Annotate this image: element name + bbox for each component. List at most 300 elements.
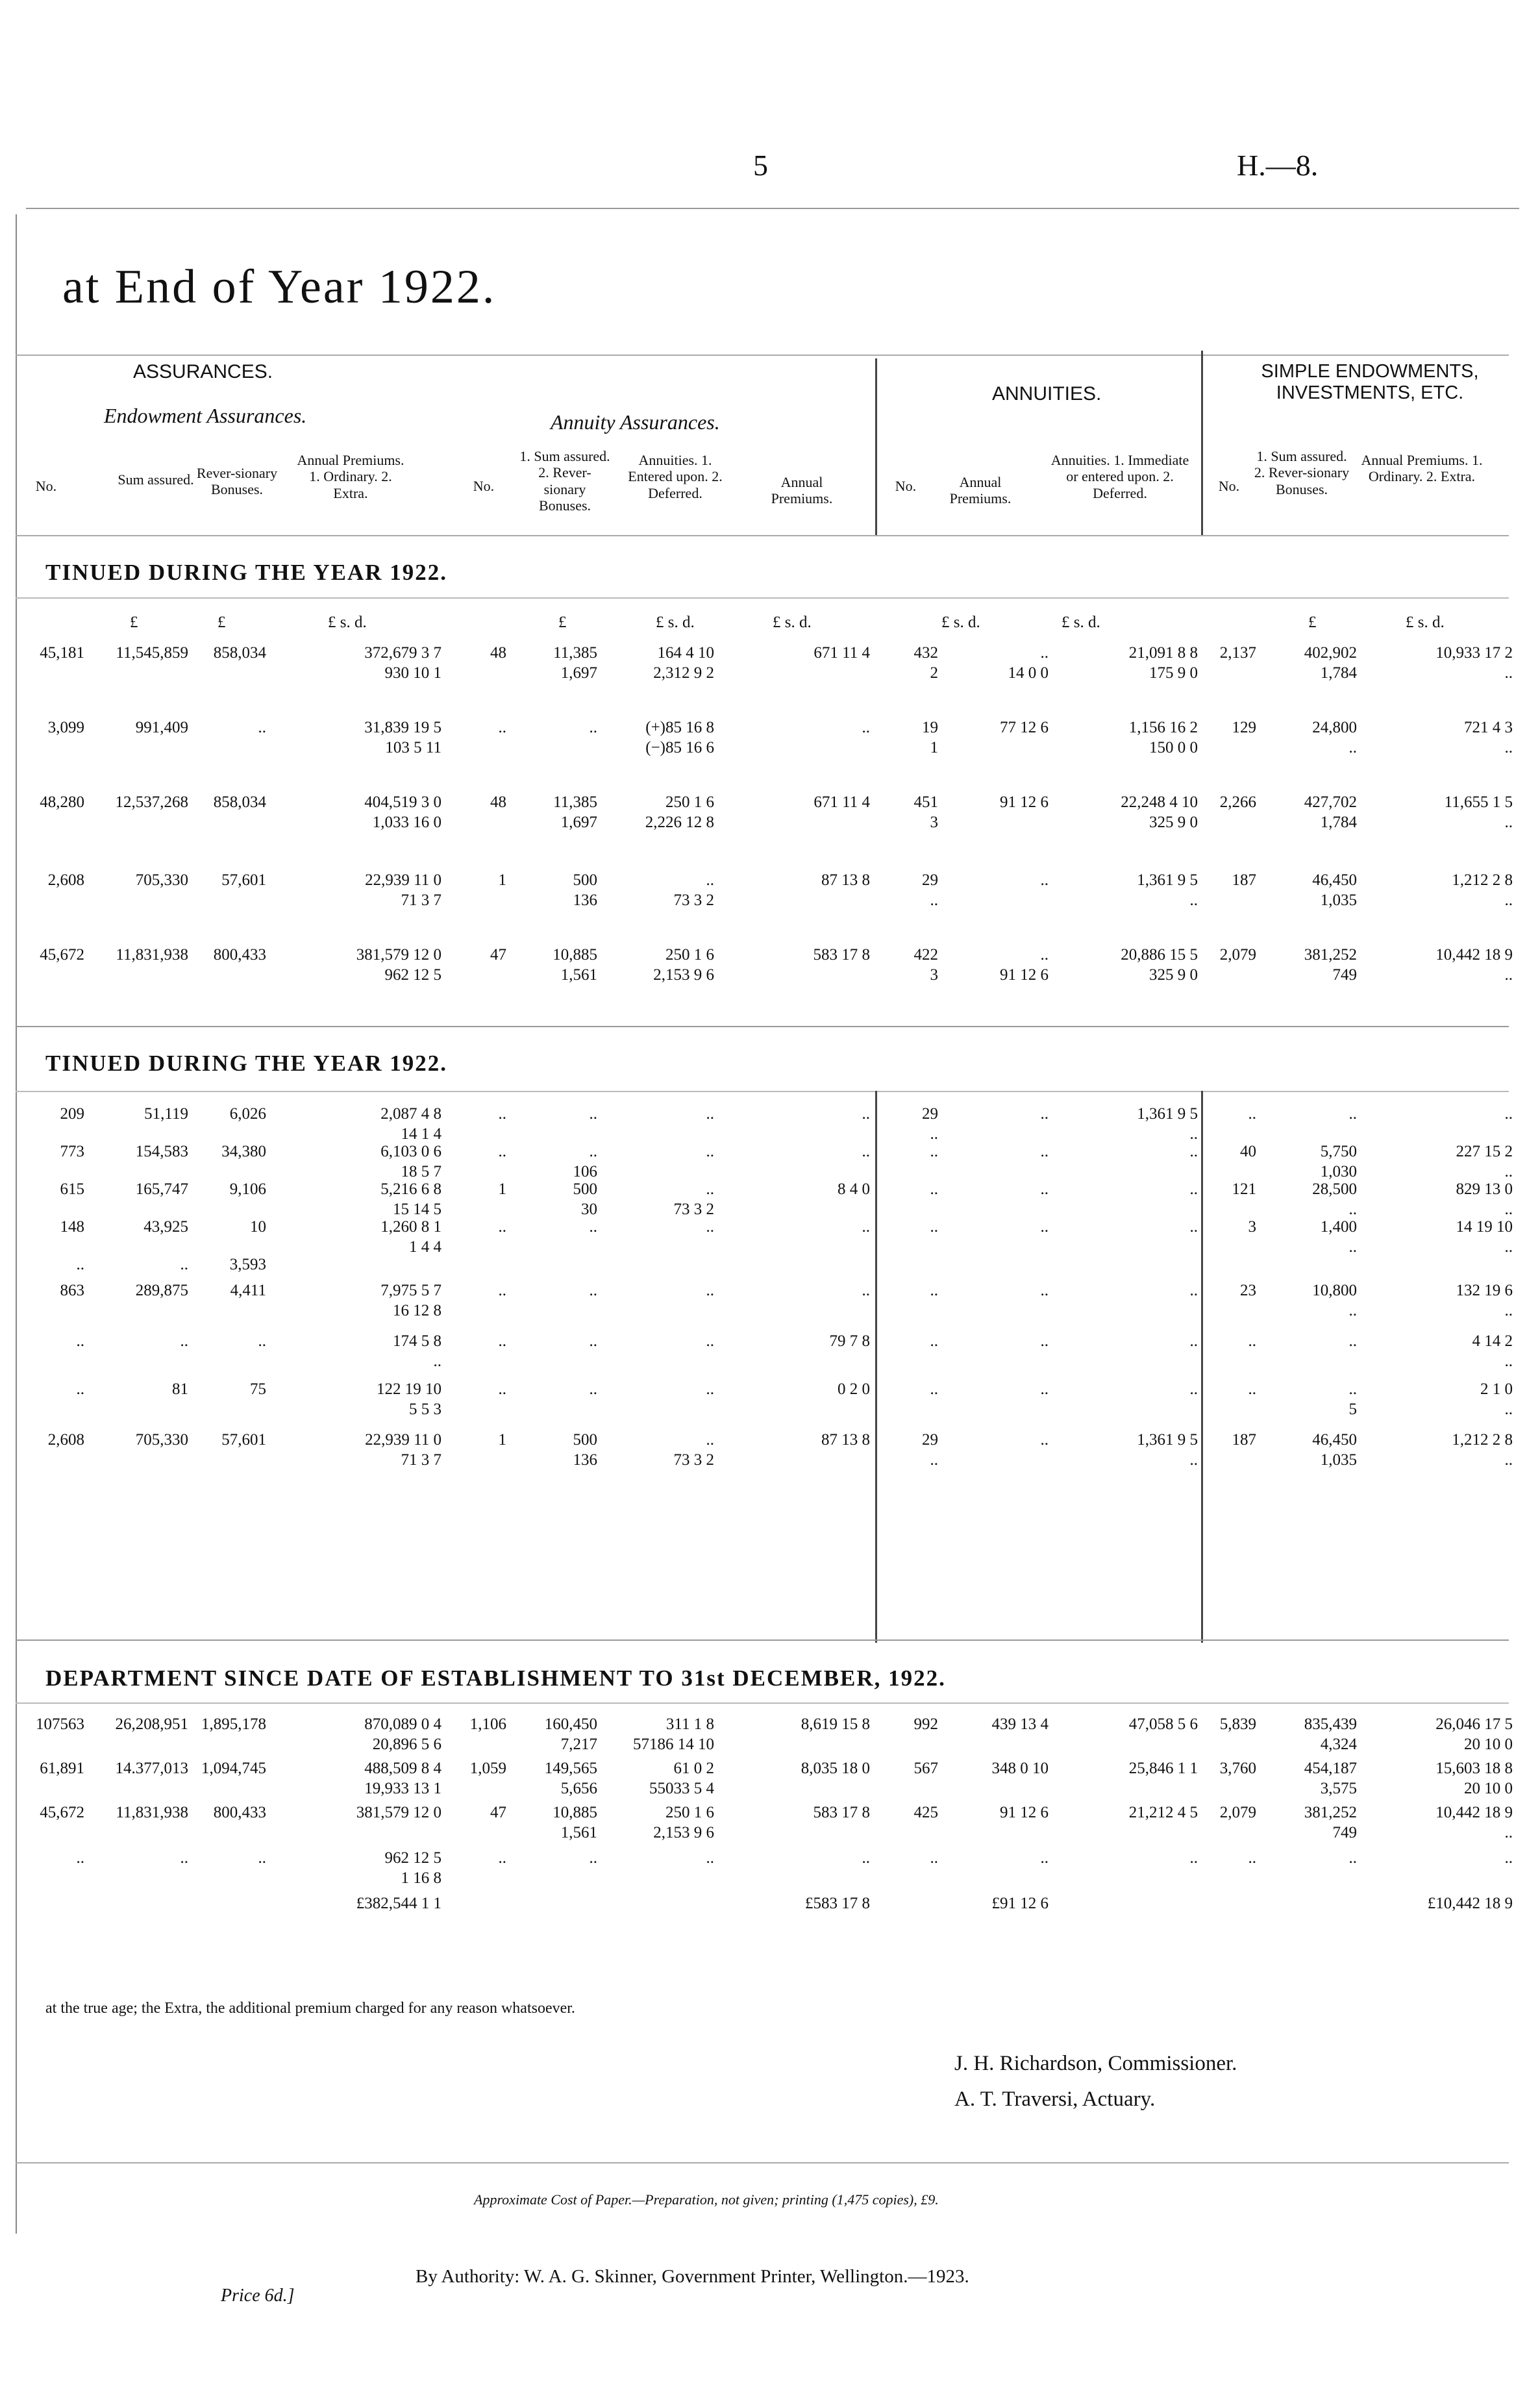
table-cell: 8,619 15 8 [801,1715,870,1733]
col-annuities: Annuities. 1. Entered upon. 2. Deferred. [628,452,723,501]
table-cell: 1,094,745 [201,1760,266,1777]
table-cell: 3 [1248,1218,1256,1236]
table-cell: 48 [490,793,506,811]
col-no-3: No. [895,478,917,494]
table-cell: .. [930,1380,938,1398]
table-cell: 21,212 4 5 [1128,1804,1198,1821]
table-cell: 3,593 [229,1256,266,1273]
table-cell: 132 19 6 .. [1456,1282,1513,1320]
table-cell: 29 .. [922,1105,938,1143]
table-cell: .. [1248,1849,1256,1867]
table-cell: 2,608 [47,1431,84,1449]
section-2-divider-2 [1201,1091,1203,1643]
table-cell: 6,103 0 6 18 5 7 [380,1143,441,1181]
table-cell: .. [258,1849,266,1867]
table-cell: .. 73 3 2 [673,1180,714,1219]
table-cell: .. [1348,1332,1357,1350]
section-1-rule [16,597,1509,599]
table-cell: 583 17 8 [813,946,870,964]
table-cell: 47 [490,946,506,964]
table-cell: 1,059 [469,1760,506,1777]
table-cell: .. [1189,1380,1198,1398]
col-sum-rev: 1. Sum assured. 2. Rever-sionary Bonuses. [519,448,610,514]
table-cell: 870,089 0 4 20,896 5 6 [364,1715,441,1754]
table-cell: 381,579 12 0 [356,1804,441,1821]
table-cell: 79 7 8 [829,1332,870,1350]
table-cell: .. [706,1218,714,1236]
section-1-title: TINUED DURING THE YEAR 1922. [45,560,447,585]
table-cell: 57,601 [221,871,266,889]
table-cell: .. [1189,1218,1198,1236]
table-cell: 858,034 [213,793,266,811]
table-cell: 8 4 0 [838,1180,870,1198]
table-cell: .. [706,1332,714,1350]
table-cell: 1,895,178 [201,1715,266,1733]
table-cell: .. [258,719,266,736]
table-cell: 835,439 4,324 [1304,1715,1357,1754]
table-cell: 250 1 6 2,153 9 6 [653,946,714,984]
table-cell: 1 [498,871,506,889]
table-cell: 5,216 6 8 15 14 5 [380,1180,441,1219]
table-cell: 615 [60,1180,84,1198]
table-cell: .. [930,1849,938,1867]
document-reference: H.—8. [1237,149,1319,182]
table-cell: 77 12 6 [1000,719,1049,736]
section-3-rule [16,1702,1509,1704]
table-cell: 705,330 [135,1431,188,1449]
col-annual-premiums: Annual Premiums. 1. Ordinary. 2. Extra. [297,452,404,501]
table-cell: 858,034 [213,644,266,662]
table-cell: .. [498,1143,506,1160]
table-cell: .. [498,1105,506,1123]
table-cell: 422 3 [913,946,938,984]
table-cell: 2,079 [1219,1804,1256,1821]
section-2-rule [16,1091,1509,1092]
table-cell: .. [1504,1849,1513,1867]
table-cell: 289,875 [135,1282,188,1299]
table-cell: .. [589,1332,597,1350]
table-cell: .. [76,1380,84,1398]
table-cell: .. 14 0 0 [1008,644,1049,682]
table-cell: £382,544 1 1 [356,1895,441,1912]
table-cell: 10,800 .. [1312,1282,1357,1320]
table-cell: 22,248 4 10 325 9 0 [1121,793,1198,832]
unit: £ s. d. [1062,614,1100,631]
table-cell: 121 [1232,1180,1256,1198]
table-cell: 43,925 [143,1218,188,1236]
section-1-end-rule [16,1026,1509,1027]
table-cell: .. [706,1380,714,1398]
table-cell: 46,450 1,035 [1312,1431,1357,1469]
table-cell: .. [930,1218,938,1236]
table-cell: 1,212 2 8 .. [1452,1431,1513,1469]
signature-actuary: A. T. Traversi, Actuary. [954,2088,1156,2111]
table-cell: 11,545,859 [116,644,188,662]
table-cell: 51,119 [144,1105,188,1123]
table-cell: 10,933 17 2 .. [1435,644,1513,682]
table-cell: 404,519 3 0 1,033 16 0 [364,793,441,832]
table-cell: .. 73 3 2 [673,871,714,910]
table-cell: 15,603 18 8 20 10 0 [1435,1760,1513,1798]
table-cell: 3,760 [1219,1760,1256,1777]
unit: £ s. d. [941,614,980,631]
table-cell: 311 1 8 57186 14 10 [633,1715,714,1754]
table-cell: .. [1189,1143,1198,1160]
table-cell: 187 [1232,1431,1256,1449]
table-cell: 432 2 [913,644,938,682]
table-cell: .. [76,1332,84,1350]
table-cell: 45,181 [40,644,84,662]
col-no: No. [35,478,57,494]
section-2-end-rule [16,1639,1509,1641]
annuities-heading: ANNUITIES. [992,383,1102,405]
table-cell: .. 5 [1348,1380,1357,1419]
table-cell: 31,839 19 5 103 5 11 [364,719,441,757]
table-cell: 567 [913,1760,938,1777]
divider-1 [875,358,877,535]
table-cell: .. [180,1849,188,1867]
unit: £ s. d. [1406,614,1445,631]
table-cell: .. [498,1380,506,1398]
table-cell: £10,442 18 9 [1427,1895,1513,1912]
table-cell: 21,091 8 8 175 9 0 [1128,644,1198,682]
table-cell: 10,885 1,561 [553,1804,597,1842]
table-cell: 721 4 3 .. [1464,719,1513,757]
table-cell: 962 12 5 1 16 8 [384,1849,441,1888]
table-cell: 107563 [36,1715,84,1733]
table-cell: 47,058 5 6 [1128,1715,1198,1733]
table-cell: 800,433 [213,1804,266,1821]
top-rule [26,208,1519,209]
signature-commissioner: J. H. Richardson, Commissioner. [954,2052,1237,2075]
table-cell: .. [930,1282,938,1299]
table-cell: 129 [1232,719,1256,736]
table-cell: .. [1189,1332,1198,1350]
table-cell: .. [589,1218,597,1236]
table-cell: 4,411 [230,1282,266,1299]
table-cell: .. [1348,1849,1357,1867]
table-cell: 671 11 4 [813,644,870,662]
table-cell: 4 14 2 .. [1472,1332,1513,1371]
table-cell: 165,747 [135,1180,188,1198]
table-cell: 91 12 6 [1000,793,1049,811]
table-cell: .. [706,1143,714,1160]
table-cell: .. [589,1380,597,1398]
table-cell: (+)85 16 8 (−)85 16 6 [645,719,714,757]
table-cell: 46,450 1,035 [1312,871,1357,910]
table-cell: 250 1 6 2,153 9 6 [653,1804,714,1842]
table-cell: .. [1040,1380,1049,1398]
unit: £ [1308,614,1317,631]
table-cell: 5,750 1,030 [1320,1143,1357,1181]
simple-endowments-heading: SIMPLE ENDOWMENTS, INVESTMENTS, ETC. [1261,361,1479,403]
table-cell: .. [706,1849,714,1867]
table-cell: .. [76,1849,84,1867]
table-cell: 87 13 8 [821,871,870,889]
table-cell: .. [1040,1180,1049,1198]
table-cell: 9,106 [229,1180,266,1198]
table-cell: 45,672 [40,1804,84,1821]
table-cell: 23 [1240,1282,1256,1299]
header-rule-bottom [16,535,1509,536]
table-cell: 402,902 1,784 [1304,644,1357,682]
table-cell: 20,886 15 5 325 9 0 [1121,946,1198,984]
table-cell: 6,026 [229,1105,266,1123]
col-sum-rev-2: 1. Sum assured. 2. Rever-sionary Bonuses. [1254,448,1350,497]
unit: £ [130,614,138,631]
table-cell: 2,137 [1219,644,1256,662]
table-cell: 427,702 1,784 [1304,793,1357,832]
col-annual-premiums-3: Annual Premiums. [949,474,1012,507]
table-cell: £583 17 8 [805,1895,870,1912]
table-cell: 10,442 18 9 .. [1435,946,1513,984]
table-cell: 3,099 [47,719,84,736]
table-cell: .. [930,1143,938,1160]
table-cell: 1,361 9 5 .. [1137,1431,1198,1469]
table-cell: 81 [172,1380,188,1398]
table-cell: 24,800 .. [1312,719,1357,757]
table-cell: .. [1248,1332,1256,1350]
table-cell: .. [258,1332,266,1350]
table-cell: 1,106 [469,1715,506,1733]
table-cell: .. [862,1849,870,1867]
col-annuities-2: Annuities. 1. Immediate or entered upon. 2. Deferred. [1050,452,1189,501]
table-cell: 29 .. [922,1431,938,1469]
table-cell: 1 [498,1431,506,1449]
table-cell: 26,208,951 [115,1715,188,1733]
table-cell: 227 15 2 .. [1456,1143,1513,1181]
table-cell: 12,537,268 [115,793,188,811]
table-cell: 28,500 .. [1312,1180,1357,1219]
footer-rule [16,2162,1509,2163]
endowment-heading: Endowment Assurances. [104,404,307,427]
table-cell: .. [862,719,870,736]
table-cell: 1,361 9 5 .. [1137,1105,1198,1143]
table-cell: 500 30 [573,1180,597,1219]
table-cell: .. [930,1180,938,1198]
table-cell: 7,975 5 7 16 12 8 [380,1282,441,1320]
table-cell: 149,565 5,656 [544,1760,597,1798]
table-cell: 1,260 8 1 1 4 4 [380,1218,441,1256]
table-cell: .. [180,1332,188,1350]
header-rule-top [16,355,1509,356]
unit: £ [217,614,226,631]
table-cell: .. [706,1105,714,1123]
cost-note: Approximate Cost of Paper.—Preparation, not given; printing (1,475 copies), £9. [474,2191,939,2208]
table-cell: 11,385 1,697 [553,793,597,832]
table-cell: .. 73 3 2 [673,1431,714,1469]
table-cell: 705,330 [135,871,188,889]
table-cell: 40 [1240,1143,1256,1160]
table-cell: 773 [60,1143,84,1160]
section-2-divider-1 [875,1091,877,1643]
unit: £ s. d. [773,614,812,631]
table-cell: 0 2 0 [838,1380,870,1398]
table-cell: .. [180,1256,188,1273]
table-cell: 11,831,938 [116,946,188,964]
table-cell: 8,035 18 0 [801,1760,870,1777]
table-cell: 991,409 [135,719,188,736]
table-cell: .. [862,1282,870,1299]
assurances-heading: ASSURANCES. [133,361,273,382]
table-cell: .. [1248,1380,1256,1398]
table-cell: .. [589,1105,597,1123]
table-cell: 425 [913,1804,938,1821]
table-cell: 2,266 [1219,793,1256,811]
table-cell: 863 [60,1282,84,1299]
table-cell: 14 19 10 .. [1456,1218,1513,1256]
table-cell: 22,939 11 0 71 3 7 [365,1431,441,1469]
page-number: 5 [753,149,768,182]
table-cell: 57,601 [221,1431,266,1449]
table-cell: 122 19 10 5 5 3 [377,1380,441,1419]
col-reversionary: Rever-sionary Bonuses. [196,465,278,498]
footnote: at the true age; the Extra, the additional premium charged for any reason whatsoever. [45,2000,575,2017]
table-cell: 19 1 [922,719,938,757]
table-cell: .. [1189,1282,1198,1299]
table-cell: 1,156 16 2 150 0 0 [1128,719,1198,757]
table-cell: 29 .. [922,871,938,910]
table-cell: £91 12 6 [991,1895,1049,1912]
table-cell: 381,252 749 [1304,946,1357,984]
table-cell: .. [1504,1105,1513,1123]
table-cell: 671 11 4 [813,793,870,811]
table-cell: .. [1189,1849,1198,1867]
table-cell: 11,655 1 5 .. [1444,793,1513,832]
table-cell: 75 [250,1380,266,1398]
table-cell: 381,252 749 [1304,1804,1357,1842]
table-cell: 148 [60,1218,84,1236]
table-cell: 992 [913,1715,938,1733]
table-cell: .. [1040,1218,1049,1236]
table-cell: 11,385 1,697 [553,644,597,682]
table-cell: 164 4 10 2,312 9 2 [653,644,714,682]
table-cell: 1 [498,1180,506,1198]
left-rule [16,214,17,2234]
col-annual-premiums-2: Annual Premiums. [771,474,833,507]
section-3-title: DEPARTMENT SINCE DATE OF ESTABLISHMENT TO 31st DECEMBER, 1922. [45,1665,946,1691]
table-cell: 500 136 [573,1431,597,1469]
section-2-title: TINUED DURING THE YEAR 1922. [45,1051,447,1076]
table-cell: 209 [60,1105,84,1123]
table-cell: 34,380 [221,1143,266,1160]
annuity-assurances-heading: Annuity Assurances. [551,410,720,434]
page-title: at End of Year 1922. [62,260,497,314]
table-cell: .. [1040,1105,1049,1123]
table-cell: 439 13 4 [991,1715,1049,1733]
table-cell: .. [1040,871,1049,889]
table-cell: .. [498,1849,506,1867]
table-cell: 154,583 [135,1143,188,1160]
table-cell: 10,885 1,561 [553,946,597,984]
divider-2 [1201,351,1203,535]
table-cell: 1,212 2 8 .. [1452,871,1513,910]
table-cell: .. [1040,1849,1049,1867]
table-cell: 25,846 1 1 [1128,1760,1198,1777]
table-cell: .. [498,719,506,736]
table-cell: .. [76,1256,84,1273]
table-cell: .. [1040,1431,1049,1449]
table-cell: 87 13 8 [821,1431,870,1449]
table-cell: 2,087 4 8 14 1 4 [380,1105,441,1143]
table-cell: 500 136 [573,871,597,910]
table-cell: .. 106 [573,1143,597,1181]
table-cell: 174 5 8 .. [393,1332,441,1371]
table-cell: .. [589,1282,597,1299]
table-cell: .. [1348,1105,1357,1123]
table-cell: 2,608 [47,871,84,889]
unit: £ [558,614,567,631]
table-cell: 61,891 [40,1760,84,1777]
table-cell: .. [930,1332,938,1350]
table-cell: 10 [250,1218,266,1236]
table-cell: .. [589,1849,597,1867]
table-cell: 2 1 0 .. [1480,1380,1513,1419]
table-cell: 26,046 17 5 20 10 0 [1435,1715,1513,1754]
table-cell: 250 1 6 2,226 12 8 [645,793,714,832]
table-cell: 2,079 [1219,946,1256,964]
table-cell: .. [1040,1332,1049,1350]
table-cell: 454,187 3,575 [1304,1760,1357,1798]
table-cell: .. [1040,1282,1049,1299]
table-cell: 48,280 [40,793,84,811]
table-cell: .. [498,1332,506,1350]
table-cell: .. [498,1218,506,1236]
table-cell: .. 91 12 6 [1000,946,1049,984]
table-cell: .. [498,1282,506,1299]
table-cell: 22,939 11 0 71 3 7 [365,871,441,910]
table-cell: 829 13 0 .. [1456,1180,1513,1219]
table-cell: 48 [490,644,506,662]
col-no-2: No. [473,478,495,494]
table-cell: 451 3 [913,793,938,832]
table-cell: .. [589,719,597,736]
table-cell: 160,450 7,217 [544,1715,597,1754]
table-cell: 10,442 18 9 .. [1435,1804,1513,1842]
table-cell: .. [862,1143,870,1160]
unit: £ s. d. [656,614,695,631]
table-cell: 14.377,013 [115,1760,188,1777]
table-cell: 381,579 12 0 962 12 5 [356,946,441,984]
table-cell: 583 17 8 [813,1804,870,1821]
table-cell: 1,361 9 5 .. [1137,871,1198,910]
price: Price 6d.] [221,2286,295,2306]
table-cell: 187 [1232,871,1256,889]
col-no-4: No. [1218,478,1240,494]
table-cell: 800,433 [213,946,266,964]
table-cell: 61 0 2 55033 5 4 [649,1760,714,1798]
table-cell: 11,831,938 [116,1804,188,1821]
table-cell: 372,679 3 7 930 10 1 [364,644,441,682]
table-cell: .. [1040,1143,1049,1160]
table-cell: .. [1248,1105,1256,1123]
table-cell: 91 12 6 [1000,1804,1049,1821]
table-cell: 5,839 [1219,1715,1256,1733]
table-cell: 348 0 10 [991,1760,1049,1777]
table-cell: 1,400 .. [1320,1218,1357,1256]
table-cell: 47 [490,1804,506,1821]
table-cell: .. [706,1282,714,1299]
unit: £ s. d. [328,614,367,631]
table-cell: .. [862,1105,870,1123]
col-annual-premiums-4: Annual Premiums. 1. Ordinary. 2. Extra. [1361,452,1483,485]
table-cell: 45,672 [40,946,84,964]
printer-authority: By Authority: W. A. G. Skinner, Government Printer, Wellington.—1923. [416,2266,969,2287]
col-sum-assured: Sum assured. [118,471,194,488]
table-cell: .. [862,1218,870,1236]
table-cell: .. [1189,1180,1198,1198]
table-cell: 488,509 8 4 19,933 13 1 [364,1760,441,1798]
